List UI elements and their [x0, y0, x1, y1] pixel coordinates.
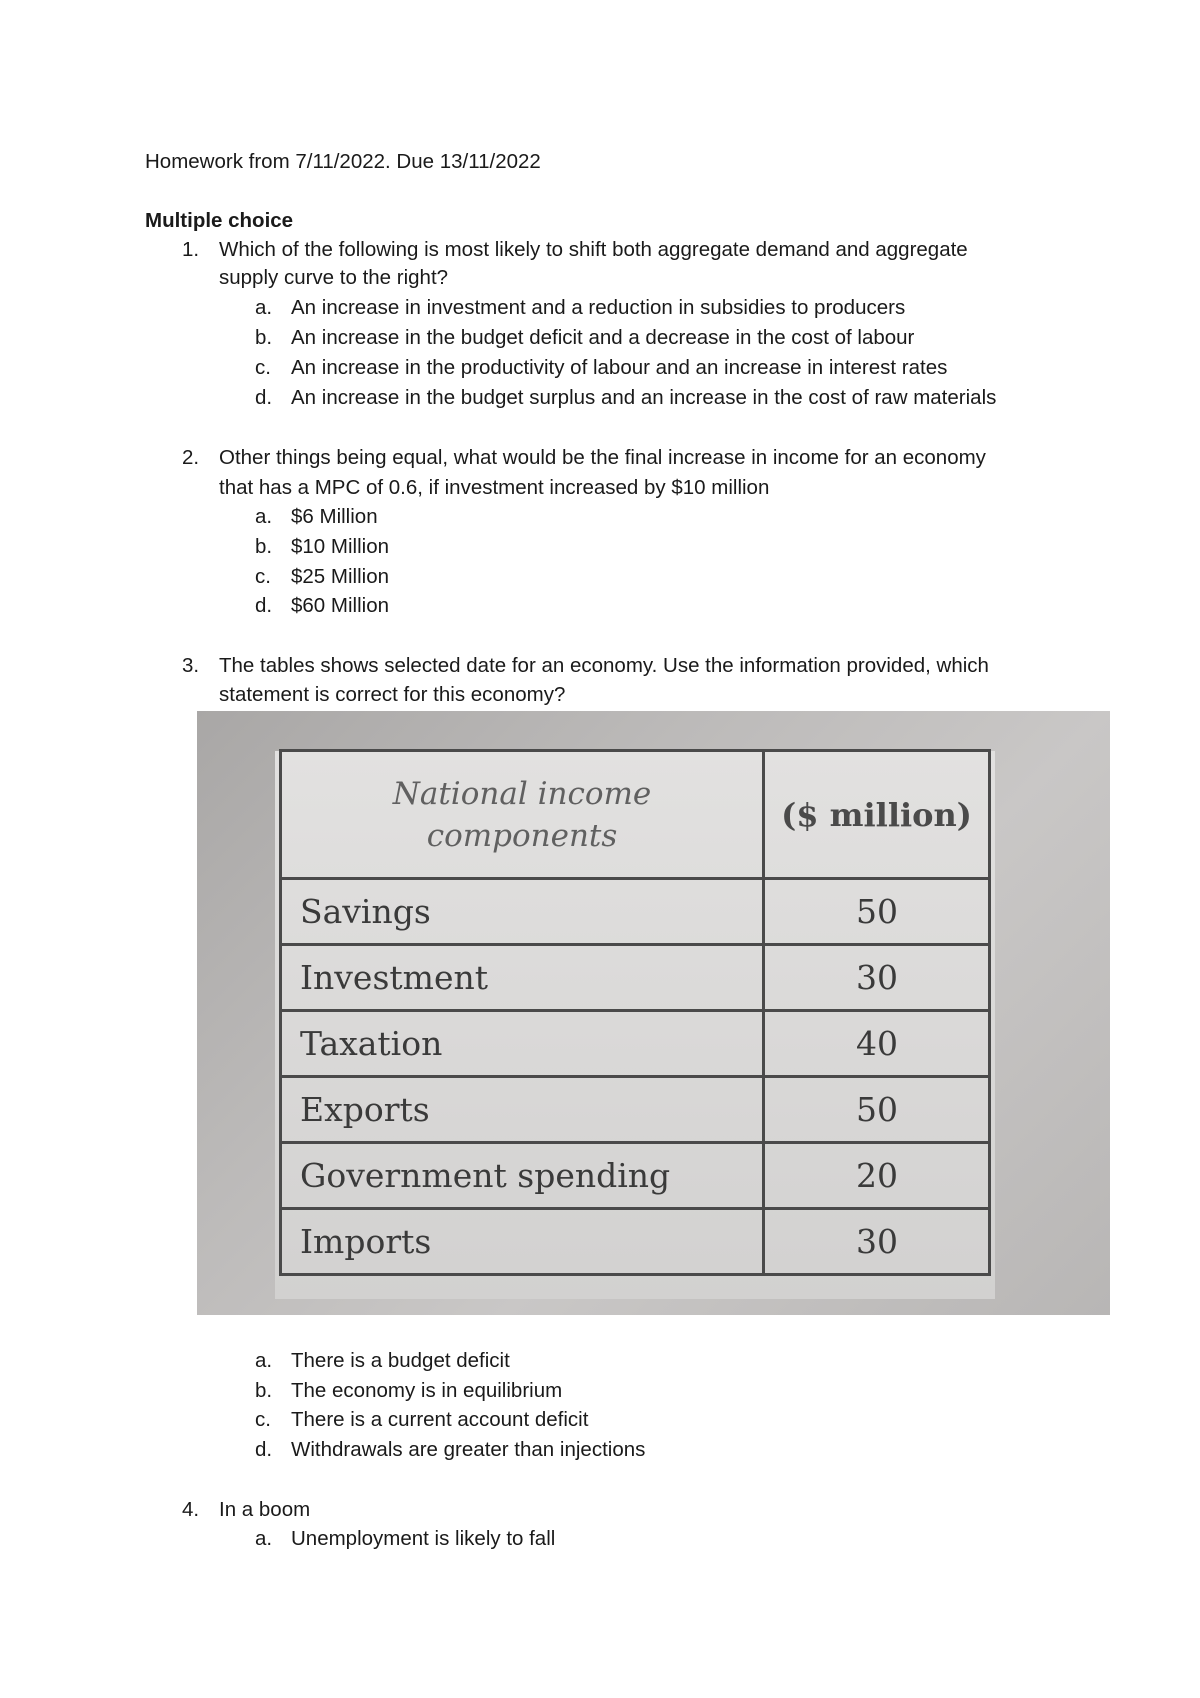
table-row [281, 1209, 990, 1275]
component-cell: Taxation [281, 1011, 764, 1077]
component-cell: Government spending [281, 1143, 764, 1209]
question-text-line: Other things being equal, what would be the final increase in income for an economy [219, 446, 986, 469]
question-number: 3. [182, 654, 200, 677]
option-letter: b. [255, 1379, 273, 1402]
option-letter: a. [255, 505, 273, 528]
option-text: An increase in the budget deficit and a decrease in the cost of labour [291, 326, 915, 349]
component-cell: Imports [281, 1209, 764, 1275]
option-text: An increase in the productivity of labour and an increase in interest rates [291, 356, 948, 379]
value-cell: 20 [764, 1143, 990, 1209]
option-letter: a. [255, 1527, 273, 1550]
value-cell: 30 [764, 945, 990, 1011]
option-letter: c. [255, 1408, 271, 1431]
option-text: There is a budget deficit [291, 1349, 510, 1372]
national-income-table [279, 749, 991, 1276]
option-text: $25 Million [291, 565, 389, 588]
components-header [281, 751, 764, 879]
option-letter: c. [255, 356, 271, 379]
table-row [281, 1011, 990, 1077]
table-row [281, 879, 990, 945]
option-letter: d. [255, 1438, 273, 1461]
section-title: Multiple choice [145, 209, 294, 232]
option-text: Withdrawals are greater than injections [291, 1438, 646, 1461]
option-letter: a. [255, 1349, 273, 1372]
table-photo [197, 711, 1110, 1315]
option-text: $6 Million [291, 505, 378, 528]
option-letter: b. [255, 326, 273, 349]
table-header-row [281, 751, 990, 879]
question-text-line: supply curve to the right? [219, 266, 449, 289]
option-text: There is a current account deficit [291, 1408, 589, 1431]
option-text: An increase in investment and a reduction in subsidies to producers [291, 296, 906, 319]
question-text-line: statement is correct for this economy? [219, 683, 566, 706]
option-text: An increase in the budget surplus and an increase in the cost of raw materials [291, 386, 997, 409]
components-header-line1: National income [392, 775, 652, 812]
option-text: The economy is in equilibrium [291, 1379, 563, 1402]
table-row [281, 945, 990, 1011]
value-cell: 40 [764, 1011, 990, 1077]
question-text-line: In a boom [219, 1498, 311, 1521]
component-cell: Savings [281, 879, 764, 945]
option-text: $10 Million [291, 535, 389, 558]
component-cell: Investment [281, 945, 764, 1011]
component-cell: Exports [281, 1077, 764, 1143]
question-number: 2. [182, 446, 200, 469]
value-cell: 50 [764, 1077, 990, 1143]
option-text: $60 Million [291, 594, 389, 617]
question-text-line: Which of the following is most likely to shift both aggregate demand and aggregate [219, 238, 968, 261]
components-header-line2: components [426, 817, 618, 854]
option-letter: d. [255, 386, 273, 409]
table-row [281, 1143, 990, 1209]
option-text: Unemployment is likely to fall [291, 1527, 556, 1550]
question-text-line: that has a MPC of 0.6, if investment increased by $10 million [219, 476, 770, 499]
question-text-line: The tables shows selected date for an economy. Use the information provided, which [219, 654, 989, 677]
option-letter: b. [255, 535, 273, 558]
homework-header: Homework from 7/11/2022. Due 13/11/2022 [145, 150, 541, 173]
question-number: 1. [182, 238, 200, 261]
option-letter: c. [255, 565, 271, 588]
value-cell: 50 [764, 879, 990, 945]
question-number: 4. [182, 1498, 200, 1521]
option-letter: d. [255, 594, 273, 617]
value-cell: 30 [764, 1209, 990, 1275]
table-row [281, 1077, 990, 1143]
amount-header: ($ million) [764, 751, 990, 879]
option-letter: a. [255, 296, 273, 319]
